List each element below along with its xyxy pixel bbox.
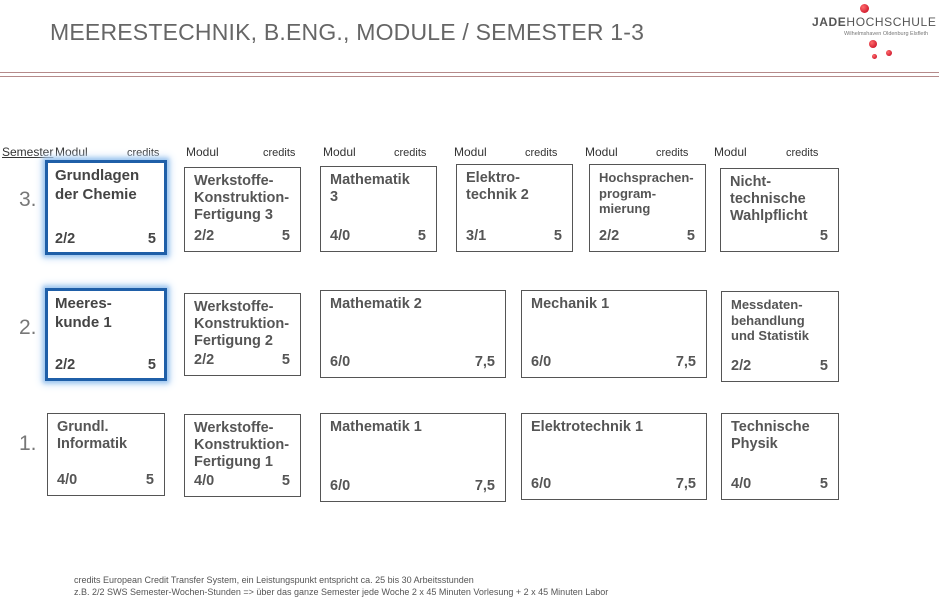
module-sws: 2/2 [194, 352, 215, 368]
credits-header: credits [786, 147, 819, 159]
modul-header: Modul [186, 145, 219, 159]
module-sws: 2/2 [194, 228, 215, 244]
footnote-line: z.B. 2/2 SWS Semester-Wochen-Stunden => über das ganze Semester jede Woche 2 x 45 Minuten Vorlesung + 2 x 45 Minuten Labor [74, 587, 609, 597]
module-sws: 2/2 [55, 357, 76, 373]
module-box [45, 160, 167, 255]
module-sws: 4/0 [194, 473, 215, 489]
credits-header: credits [394, 147, 427, 159]
module-credits: 5 [686, 228, 695, 244]
module-box [47, 413, 165, 496]
module-box [521, 290, 707, 378]
module-credits: 5 [553, 228, 562, 244]
module-name: Elektro- technik 2 [466, 170, 529, 203]
module-box [589, 164, 706, 252]
logo-dot-icon [869, 40, 877, 48]
module-sws: 4/0 [330, 228, 351, 244]
module-sws: 3/1 [466, 228, 487, 244]
module-box [184, 167, 301, 252]
logo-dot-icon [860, 4, 869, 13]
module-credits: 5 [147, 357, 156, 373]
module-credits: 5 [417, 228, 426, 244]
module-credits: 7,5 [474, 354, 495, 370]
module-box [320, 290, 506, 378]
module-name: Werkstoffe- Konstruktion- Fertigung 2 [194, 299, 290, 349]
module-credits: 7,5 [675, 476, 696, 492]
module-credits: 5 [281, 228, 290, 244]
logo-subtitle: Wilhelmshaven Oldenburg Elsfleth [844, 31, 929, 37]
module-sws: 6/0 [531, 476, 552, 492]
module-name: Messdaten- behandlung und Statistik [731, 297, 810, 343]
semester-label: 3. [19, 188, 37, 211]
module-sws: 2/2 [55, 231, 76, 247]
module-box [721, 291, 839, 382]
modul-header: Modul [454, 145, 487, 159]
module-name: Mathematik 1 [330, 419, 422, 435]
page-title: MEERESTECHNIK, B.ENG., MODULE / SEMESTER 1-3 [50, 19, 645, 45]
module-box [45, 288, 167, 381]
header-rule [0, 76, 939, 77]
semester-label: 1. [19, 432, 37, 455]
module-credits: 5 [281, 352, 290, 368]
credits-header: credits [525, 147, 558, 159]
semester-label: 2. [19, 316, 37, 339]
modul-header: Modul [323, 145, 356, 159]
logo-dot-icon [886, 50, 892, 56]
module-box [720, 168, 839, 252]
logo-hochschule-text: HOCHSCHULE [846, 15, 937, 29]
module-name: Mathematik 3 [330, 172, 410, 205]
module-sws: 2/2 [731, 358, 752, 374]
module-credits: 5 [281, 473, 290, 489]
module-box [456, 164, 573, 252]
module-box [184, 414, 301, 497]
module-credits: 5 [147, 231, 156, 247]
module-box [320, 166, 437, 252]
module-box [184, 293, 301, 376]
logo-jade-text: JADE [812, 15, 847, 29]
module-name: Grundl. Informatik [57, 419, 128, 452]
module-credits: 7,5 [474, 478, 495, 494]
footnote-line: credits European Credit Transfer System, ein Leistungspunkt entspricht ca. 25 bis 30 Arbeitsstunden [74, 575, 474, 585]
module-name: Hochsprachen- program- mierung [599, 170, 694, 216]
module-credits: 7,5 [675, 354, 696, 370]
module-sws: 6/0 [330, 354, 351, 370]
module-name: Elektrotechnik 1 [531, 419, 644, 435]
module-name: Nicht- technische Wahlpflicht [730, 174, 808, 224]
module-sws: 4/0 [57, 472, 78, 488]
module-name: Mechanik 1 [531, 296, 610, 312]
module-box [320, 413, 506, 502]
credits-header: credits [127, 147, 160, 159]
module-credits: 5 [819, 358, 828, 374]
module-credits: 5 [819, 476, 828, 492]
modul-header: Modul [55, 145, 88, 159]
header-rule [0, 72, 939, 73]
logo-dot-icon [872, 54, 877, 59]
module-sws: 2/2 [599, 228, 620, 244]
module-sws: 4/0 [731, 476, 752, 492]
module-sws: 6/0 [330, 478, 351, 494]
module-name: Mathematik 2 [330, 296, 422, 312]
module-credits: 5 [819, 228, 828, 244]
module-box [721, 413, 839, 500]
module-name: Meeres- kunde 1 [55, 295, 112, 331]
module-name: Technische Physik [731, 419, 810, 452]
jade-hochschule-logo [812, 12, 936, 64]
credits-header: credits [656, 147, 689, 159]
module-name: Werkstoffe- Konstruktion- Fertigung 3 [194, 173, 290, 223]
semester-header: Semester [2, 145, 54, 159]
modul-header: Modul [585, 145, 618, 159]
modul-header: Modul [714, 145, 747, 159]
module-box [521, 413, 707, 500]
module-credits: 5 [145, 472, 154, 488]
credits-header: credits [263, 147, 296, 159]
module-name: Werkstoffe- Konstruktion- Fertigung 1 [194, 420, 290, 470]
module-name: Grundlagen der Chemie [55, 167, 140, 203]
module-sws: 6/0 [531, 354, 552, 370]
